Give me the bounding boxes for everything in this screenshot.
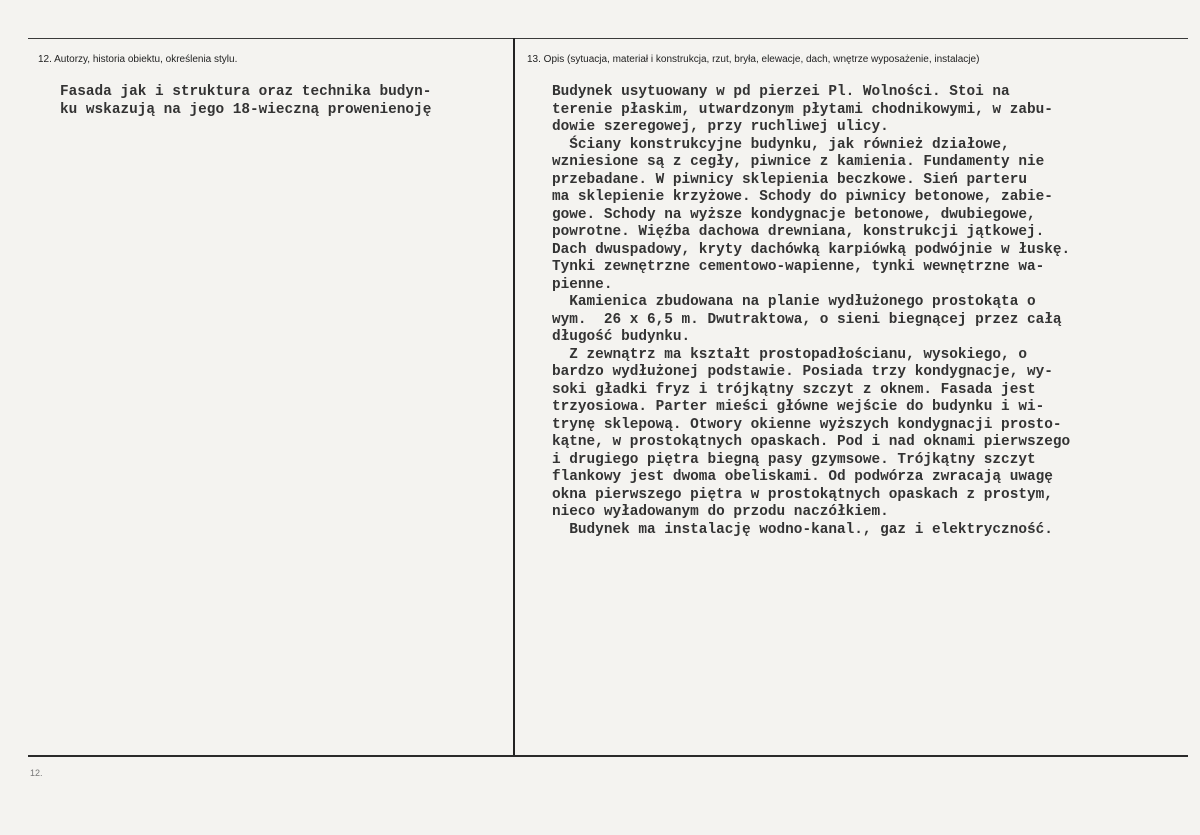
bottom-rule: [28, 755, 1188, 757]
text-line: terenie płaskim, utwardzonym płytami chodnikowymi, w zabu-: [552, 101, 1053, 118]
text-line: Ściany konstrukcyjne budynku, jak również działowe,: [552, 136, 1010, 153]
text-line: wzniesione są z cegły, piwnice z kamienia. Fundamenty nie: [552, 154, 1045, 170]
corner-mark: 12.: [30, 768, 43, 778]
text-line: pienne.: [552, 276, 613, 293]
text-line: trzyosiowa. Parter mieści główne wejście do budynku i wi-: [552, 399, 1045, 415]
text-line: przebadane. W piwnicy sklepienia beczkowe. Sień parteru: [552, 171, 1027, 188]
text-line: i drugiego piętra biegną pasy gzymsowe. Trójkątny szczyt: [552, 451, 1036, 468]
text-line: dowie szeregowej, przy ruchliwej ulicy.: [552, 119, 889, 135]
text-line: Dach dwuspadowy, kryty dachówką karpiówką podwójnie w łuskę.: [552, 241, 1071, 258]
text-line: Fasada jak i struktura oraz technika budyn-: [60, 84, 432, 100]
text-line: nieco wyładowanym do przodu naczółkiem.: [552, 504, 889, 520]
text-line: gowe. Schody na wyższe kondygnacje betonowe, dwubiegowe,: [552, 206, 1036, 223]
column-divider: [513, 38, 515, 756]
section-12-text: [60, 84, 431, 119]
text-line: powrotne. Więźba dachowa drewniana, konstrukcji jątkowej.: [552, 224, 1045, 240]
text-line: Tynki zewnętrzne cementowo-wapienne, tynki wewnętrzne wa-: [552, 259, 1045, 275]
text-line: Z zewnątrz ma kształt prostopadłościanu, wysokiego, o: [552, 346, 1027, 363]
text-line: Budynek usytuowany w pd pierzei Pl. Wolności. Stoi na: [552, 84, 1010, 100]
text-line: Kamienica zbudowana na planie wydłużonego prostokąta o: [552, 294, 1036, 310]
text-line: soki gładki fryz i trójkątny szczyt z oknem. Fasada jest: [552, 381, 1036, 398]
text-line: wym. 26 x 6,5 m. Dwutraktowa, o sieni biegnącej przez całą: [552, 311, 1062, 328]
text-line: okna pierwszego piętra w prostokątnych opaskach z prostym,: [552, 486, 1053, 503]
top-rule: [28, 38, 1188, 39]
text-line: ku wskazują na jego 18-wieczną prowenienoję: [60, 101, 432, 118]
text-line: ma sklepienie krzyżowe. Schody do piwnicy betonowe, zabie-: [552, 189, 1053, 205]
section-13-text: [552, 84, 1070, 539]
text-line: bardzo wydłużonej podstawie. Posiada trzy kondygnacje, wy-: [552, 364, 1053, 380]
section-12-header: 12. Autorzy, historia obiektu, określenia stylu.: [38, 54, 238, 65]
text-line: kątne, w prostokątnych opaskach. Pod i nad oknami pierwszego: [552, 434, 1071, 450]
text-line: trynę sklepową. Otwory okienne wyższych kondygnacji prosto-: [552, 416, 1062, 433]
section-13-header: 13. Opis (sytuacja, materiał i konstrukcja, rzut, bryła, elewacje, dach, wnętrze wyposażenie, instalacje): [527, 54, 980, 65]
text-line: długość budynku.: [552, 329, 691, 345]
text-line: flankowy jest dwoma obeliskami. Od podwórza zwracają uwagę: [552, 469, 1053, 485]
text-line: Budynek ma instalację wodno-kanal., gaz i elektryczność.: [552, 521, 1053, 538]
